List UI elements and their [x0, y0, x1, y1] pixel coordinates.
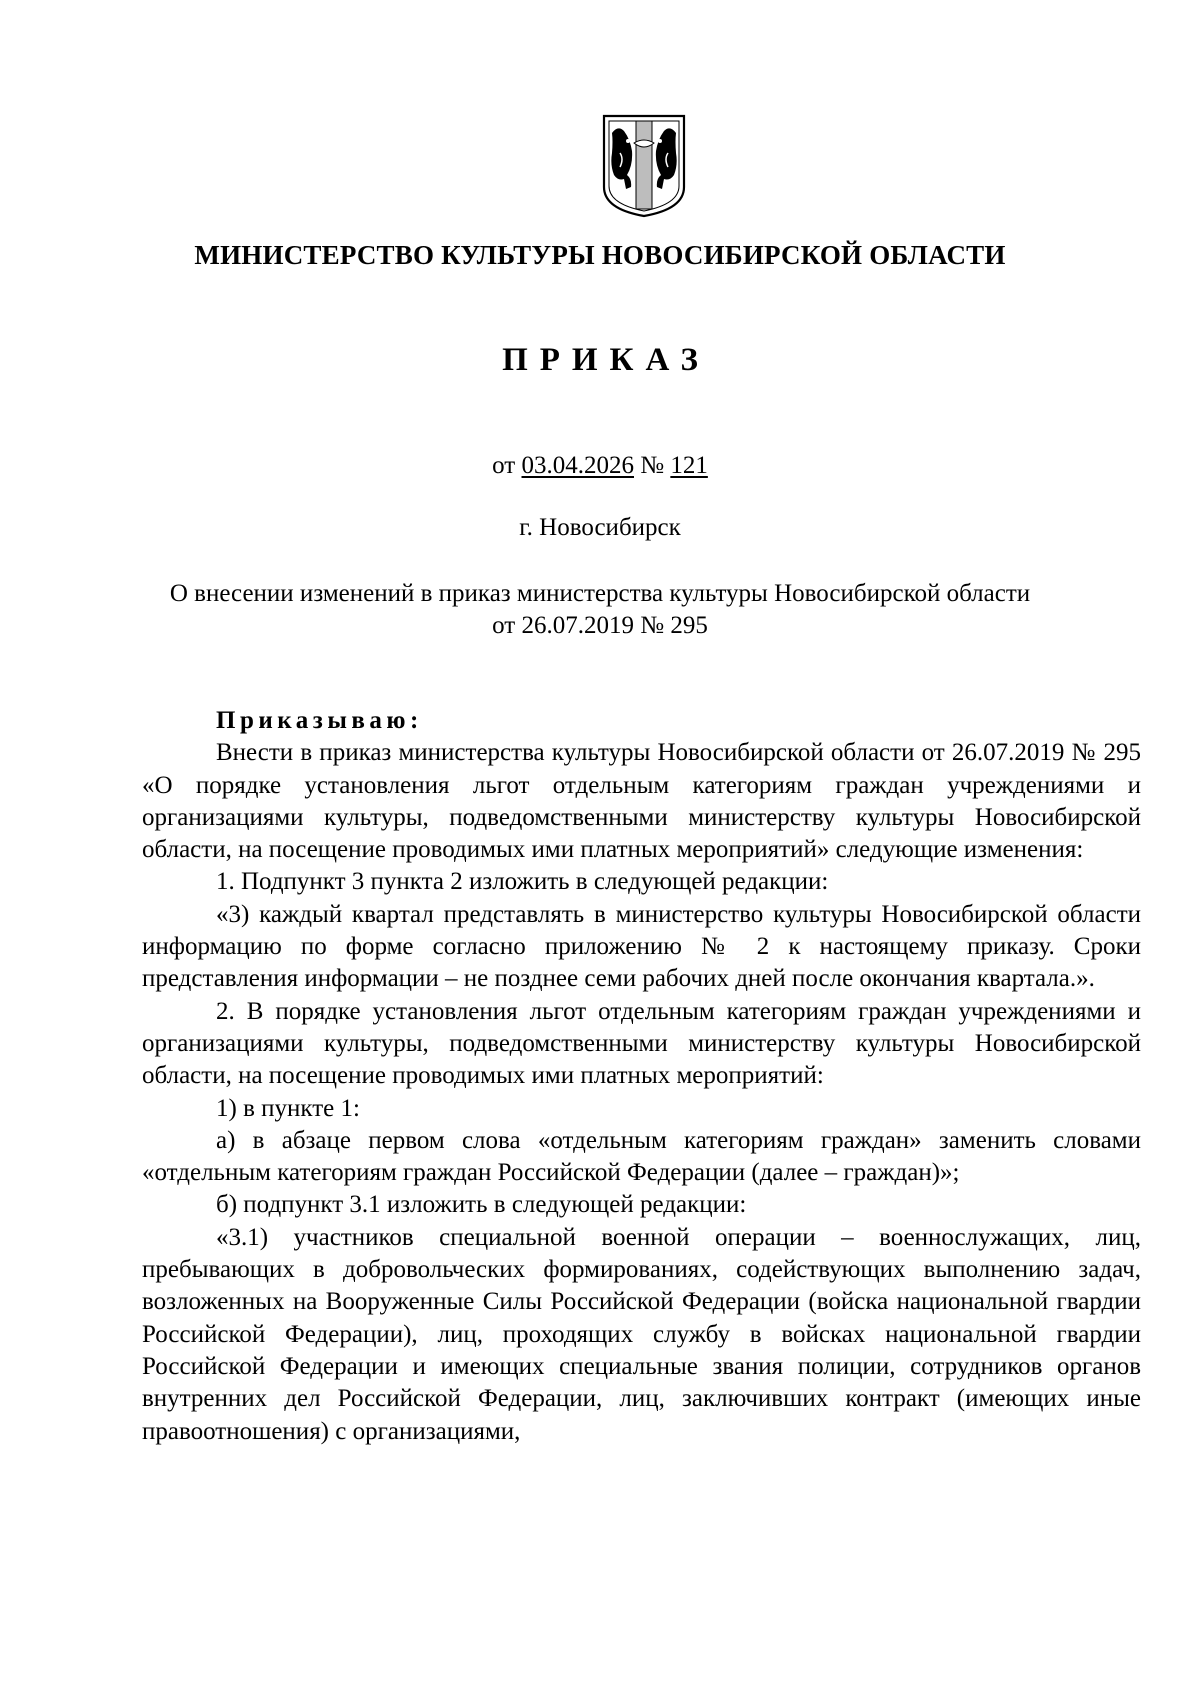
paragraph: «3.1) участников специальной военной операции – военнослужащих, лиц, пребывающих в добровольческих формированиях, содействующих выполнению задач, возложенных на Вооруженные Силы Российской Федерации (войска национальной гвардии Российской Федерации), лиц, проходящих службу в войсках национальной гвардии Российской Федерации и имеющих специальные звания полиции, сотрудников органов внутренних дел Российской Федерации, лиц, заключивших контракт (имеющих иные правоотношения) с организациями, [142, 1223, 1141, 1445]
subject-line-1: О внесении изменений в приказ министерства культуры Новосибирской области [169, 580, 1031, 607]
paragraph: а) в абзаце первом слова «отдельным категориям граждан» заменить словами «отдельным категориям граждан Российской Федерации (далее – граждан)»; [142, 1126, 1141, 1187]
subject-line-2: от 26.07.2019 № 295 [492, 612, 708, 639]
date-prefix: от [492, 452, 516, 479]
document-number: 121 [670, 452, 708, 479]
paragraph: «3) каждый квартал представлять в министерство культуры Новосибирской области информацию по форме согласно приложению № 2 к настоящему приказу. Сроки представления информации – не позднее семи рабочих дней после окончания квартала.». [142, 900, 1141, 993]
number-sign: № [640, 452, 665, 479]
city: г. Новосибирск [519, 514, 681, 541]
paragraph: Внести в приказ министерства культуры Новосибирской области от 26.07.2019 № 295 «О порядке установления льгот отдельным категориям граждан учреждениями и организациями культуры, подведомственными министерству культуры Новосибирской области, на посещение проводимых ими платных мероприятий» следующие изменения: [142, 739, 1141, 864]
document-subject [150, 578, 1050, 642]
ministry-title: МИНИСТЕРСТВО КУЛЬТУРЫ НОВОСИБИРСКОЙ ОБЛАСТИ [194, 240, 1006, 270]
order-word: Приказываю: [216, 707, 423, 734]
paragraph: 1) в пункте 1: [216, 1094, 360, 1122]
document-type: ПРИКАЗ [502, 342, 710, 378]
paragraph: 2. В порядке установления льгот отдельным категориям граждан учреждениями и организациями культуры, подведомственными министерству культуры Новосибирской области, на посещение проводимых ими платных мероприятий: [142, 997, 1141, 1090]
document-date: 03.04.2026 [521, 452, 634, 479]
paragraph: 1. Подпункт 3 пункта 2 изложить в следующей редакции: [216, 868, 829, 896]
paragraph: б) подпункт 3.1 изложить в следующей редакции: [216, 1191, 747, 1219]
document-body [142, 705, 1141, 1448]
date-line [0, 452, 1200, 480]
coat-of-arms-emblem [598, 113, 690, 218]
